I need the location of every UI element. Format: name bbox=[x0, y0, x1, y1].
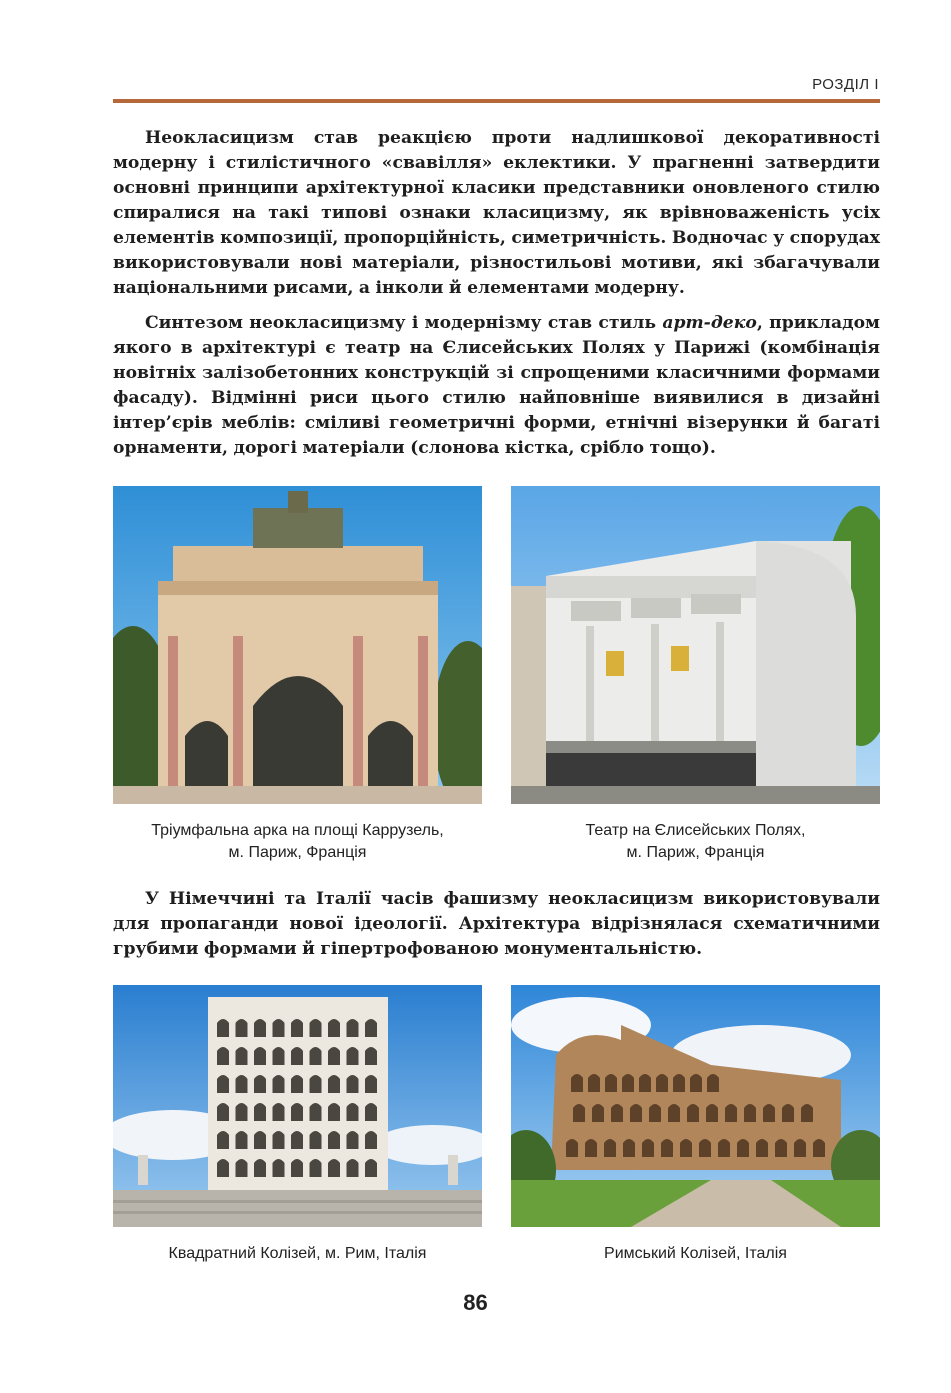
square-colosseum-arch bbox=[217, 1159, 229, 1177]
photo-square-colosseum bbox=[113, 985, 482, 1227]
square-colosseum-arch bbox=[236, 1047, 248, 1065]
square-colosseum-arch bbox=[328, 1159, 340, 1177]
caption-roman-colosseum: Римський Колізей, Італія bbox=[604, 1245, 787, 1262]
roman-colosseum-arch bbox=[573, 1104, 585, 1122]
roman-colosseum-arch bbox=[763, 1104, 775, 1122]
roman-colosseum-arch bbox=[611, 1104, 623, 1122]
art-deco-term: арт-деко bbox=[662, 313, 757, 333]
square-colosseum-arch bbox=[310, 1103, 322, 1121]
caption-theatre-line2: м. Париж, Франція bbox=[626, 844, 765, 861]
caption-arc-carrousel-line1: Тріумфальна арка на площі Каррузель, bbox=[151, 822, 444, 839]
square-colosseum-arch bbox=[328, 1131, 340, 1149]
square-colosseum-arch bbox=[273, 1103, 285, 1121]
roman-colosseum-arch bbox=[605, 1074, 617, 1092]
roman-colosseum-arch bbox=[737, 1139, 749, 1157]
paragraph-art-deco-before: Синтезом неокласицизму і модернізму став стиль bbox=[145, 313, 663, 333]
page-number: 86 bbox=[463, 1290, 488, 1315]
square-colosseum-arch bbox=[254, 1103, 266, 1121]
square-colosseum-arch bbox=[273, 1047, 285, 1065]
roman-colosseum-arch bbox=[649, 1104, 661, 1122]
photo-arc-carrousel bbox=[113, 486, 482, 804]
photo-theatre-champs-elysees bbox=[511, 486, 880, 804]
square-colosseum-arch bbox=[254, 1159, 266, 1177]
square-colosseum-arch bbox=[291, 1131, 303, 1149]
square-colosseum-arch bbox=[254, 1075, 266, 1093]
square-colosseum-arch bbox=[273, 1019, 285, 1037]
square-colosseum-arch bbox=[291, 1019, 303, 1037]
square-colosseum-arch bbox=[217, 1019, 229, 1037]
square-colosseum-arch bbox=[365, 1047, 377, 1065]
square-colosseum-arch bbox=[236, 1159, 248, 1177]
square-colosseum-arch bbox=[347, 1075, 359, 1093]
square-colosseum-arch bbox=[347, 1131, 359, 1149]
caption-arc-carrousel bbox=[113, 820, 482, 864]
square-colosseum-arch bbox=[310, 1019, 322, 1037]
roman-colosseum-arch bbox=[592, 1104, 604, 1122]
roman-colosseum-arch bbox=[571, 1074, 583, 1092]
caption-square-colosseum: Квадратний Колізей, м. Рим, Італія bbox=[168, 1245, 427, 1262]
section-label: РОЗДІЛ І bbox=[812, 76, 879, 93]
roman-colosseum-arch bbox=[639, 1074, 651, 1092]
square-colosseum-arch bbox=[254, 1019, 266, 1037]
square-colosseum-arch bbox=[347, 1103, 359, 1121]
roman-colosseum-arch bbox=[566, 1139, 578, 1157]
roman-colosseum-arch bbox=[642, 1139, 654, 1157]
paragraph-art-deco bbox=[113, 311, 880, 461]
square-colosseum-arch bbox=[347, 1019, 359, 1037]
caption-arc-carrousel-line2: м. Париж, Франція bbox=[228, 844, 367, 861]
square-colosseum-arch bbox=[365, 1103, 377, 1121]
square-colosseum-arch bbox=[310, 1159, 322, 1177]
roman-colosseum-arch bbox=[706, 1104, 718, 1122]
square-colosseum-arch bbox=[347, 1159, 359, 1177]
square-colosseum-arch bbox=[273, 1159, 285, 1177]
square-colosseum-arch bbox=[291, 1159, 303, 1177]
roman-colosseum-arch bbox=[756, 1139, 768, 1157]
square-colosseum-arch bbox=[291, 1075, 303, 1093]
roman-colosseum-arch bbox=[661, 1139, 673, 1157]
square-colosseum-arch bbox=[328, 1103, 340, 1121]
square-colosseum-arch bbox=[236, 1103, 248, 1121]
square-colosseum-arch bbox=[236, 1131, 248, 1149]
roman-colosseum-arch bbox=[668, 1104, 680, 1122]
roman-colosseum-arch bbox=[744, 1104, 756, 1122]
square-colosseum-arch bbox=[365, 1075, 377, 1093]
square-colosseum-arch bbox=[217, 1047, 229, 1065]
caption-theatre bbox=[511, 820, 880, 864]
photo-roman-colosseum bbox=[511, 985, 880, 1227]
roman-colosseum-arch bbox=[623, 1139, 635, 1157]
square-colosseum-arch bbox=[217, 1075, 229, 1093]
roman-colosseum-arch bbox=[687, 1104, 699, 1122]
roman-colosseum-arch bbox=[656, 1074, 668, 1092]
square-colosseum-arch bbox=[328, 1019, 340, 1037]
roman-colosseum-arch bbox=[718, 1139, 730, 1157]
roman-colosseum-arch bbox=[699, 1139, 711, 1157]
square-colosseum-arch bbox=[328, 1075, 340, 1093]
square-colosseum-arch bbox=[273, 1075, 285, 1093]
roman-colosseum-arch bbox=[604, 1139, 616, 1157]
header-rule bbox=[113, 99, 880, 103]
square-colosseum-arch bbox=[310, 1047, 322, 1065]
square-colosseum-arch bbox=[254, 1131, 266, 1149]
roman-colosseum-arch bbox=[775, 1139, 787, 1157]
square-colosseum-arch bbox=[217, 1103, 229, 1121]
square-colosseum-arch bbox=[365, 1159, 377, 1177]
square-colosseum-arch bbox=[291, 1103, 303, 1121]
square-colosseum-arch bbox=[365, 1019, 377, 1037]
roman-colosseum-arch bbox=[585, 1139, 597, 1157]
roman-colosseum-arch bbox=[588, 1074, 600, 1092]
square-colosseum-arch bbox=[365, 1131, 377, 1149]
square-colosseum-arch bbox=[273, 1131, 285, 1149]
roman-colosseum-arch bbox=[680, 1139, 692, 1157]
roman-colosseum-arch bbox=[690, 1074, 702, 1092]
roman-colosseum-arch bbox=[725, 1104, 737, 1122]
roman-colosseum-arch bbox=[673, 1074, 685, 1092]
square-colosseum-arch bbox=[310, 1131, 322, 1149]
square-colosseum-arch bbox=[291, 1047, 303, 1065]
paragraph-art-deco-after: , прикладом якого в архітектурі є театр на Єлисейських Полях у Парижі (комбінація новітніх залізобетонних конструкцій зі спрощеними класичними формами фасаду). Відмінні риси цього стилю найповніше виявилися в дизайні інтер’єрів меблів: сміливі геометричні форми, етнічні візерунки й багаті орнаменти, дорогі матеріали (слонова кістка, срібло тощо). bbox=[113, 313, 880, 458]
square-colosseum-arch bbox=[310, 1075, 322, 1093]
roman-colosseum-arch bbox=[622, 1074, 634, 1092]
roman-colosseum-arch bbox=[813, 1139, 825, 1157]
roman-colosseum-arch bbox=[707, 1074, 719, 1092]
paragraph-fascism-neoclassicism: У Німеччині та Італії часів фашизму неокласицизм використовували для пропаганди нової ідеології. Архітектура відрізнялася схематичними грубими формами й гіпертрофованою монументальністю. bbox=[113, 889, 880, 959]
roman-colosseum-arch bbox=[630, 1104, 642, 1122]
square-colosseum-arch bbox=[328, 1047, 340, 1065]
paragraph-neoclassicism-intro: Неокласицизм став реакцією проти надлишкової декоративності модерну і стилістичного «свавілля» еклектики. У прагненні затвердити основні принципи архітектурної класики представники оновленого стилю спиралися на такі типові ознаки класицизму, як врівноваженість усіх елементів композиції, пропорційність, симетричність. Водночас у спорудах використовували нові матеріали, різностильові мотиви, які збагачували національними рисами, а інколи й елементами модерну. bbox=[113, 128, 880, 298]
square-colosseum-arch bbox=[236, 1075, 248, 1093]
roman-colosseum-arch bbox=[782, 1104, 794, 1122]
square-colosseum-arch bbox=[347, 1047, 359, 1065]
roman-colosseum-arch bbox=[794, 1139, 806, 1157]
square-colosseum-arch bbox=[236, 1019, 248, 1037]
square-colosseum-arch bbox=[254, 1047, 266, 1065]
roman-colosseum-arch bbox=[801, 1104, 813, 1122]
caption-theatre-line1: Театр на Єлисейських Полях, bbox=[585, 822, 806, 839]
square-colosseum-arch bbox=[217, 1131, 229, 1149]
